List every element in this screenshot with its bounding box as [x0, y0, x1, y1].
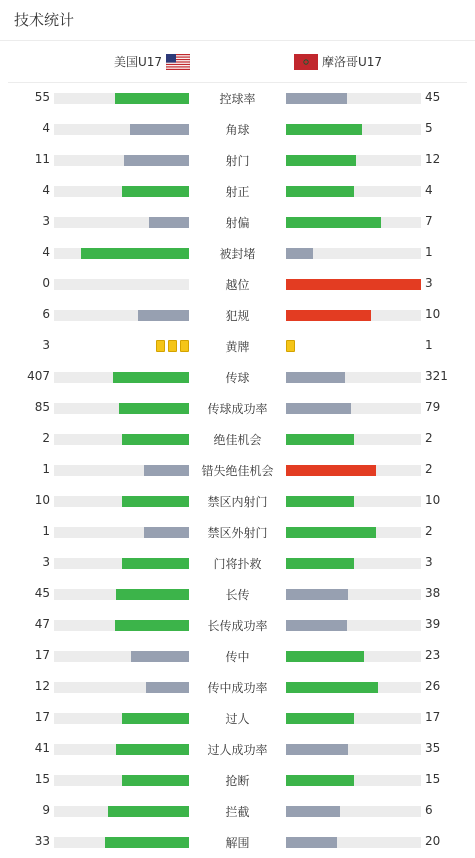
home-bar-track: [54, 279, 189, 290]
away-bar-track: [286, 775, 421, 786]
home-bar-track: [54, 155, 189, 166]
home-bar-track: [54, 651, 189, 662]
away-bar-track: [286, 744, 421, 755]
away-bar-track: [286, 651, 421, 662]
home-yellow-cards: [156, 340, 189, 352]
away-value: 6: [425, 803, 433, 817]
away-bar-track: [286, 713, 421, 724]
stat-label: 过人成功率: [207, 743, 268, 757]
stat-label: 黄牌: [225, 340, 250, 354]
home-value: 9: [42, 803, 50, 817]
away-bar-track: [286, 403, 421, 414]
away-value: 12: [425, 152, 441, 166]
stat-row: [0, 765, 475, 796]
stat-label: 控球率: [219, 92, 256, 106]
away-value: 38: [425, 586, 441, 600]
home-value: 55: [34, 90, 50, 104]
stat-label: 射正: [225, 185, 250, 199]
home-bar: [130, 124, 189, 135]
yellow-card-icon: [168, 340, 177, 352]
home-bar: [122, 496, 190, 507]
home-bar: [138, 310, 189, 321]
stat-label: 抢断: [225, 774, 250, 788]
home-bar-track: [54, 403, 189, 414]
home-bar-track: [54, 682, 189, 693]
stat-row: [0, 176, 475, 207]
home-value: 11: [34, 152, 50, 166]
teams-bar: [8, 41, 467, 83]
home-bar: [81, 248, 189, 259]
home-value: 4: [42, 121, 50, 135]
home-bar: [124, 155, 189, 166]
stat-label: 过人: [225, 712, 250, 726]
home-bar-track: [54, 372, 189, 383]
away-bar-track: [286, 248, 421, 259]
home-bar-track: [54, 620, 189, 631]
away-value: 20: [425, 834, 441, 848]
stat-row: [0, 796, 475, 827]
home-bar: [115, 620, 189, 631]
home-bar-track: [54, 248, 189, 259]
away-bar-track: [286, 620, 421, 631]
stat-row: [0, 207, 475, 238]
home-bar-track: [54, 434, 189, 445]
away-value: 26: [425, 679, 441, 693]
stat-row: [0, 548, 475, 579]
away-bar: [286, 744, 348, 755]
stat-row: [0, 641, 475, 672]
stat-label: 被封堵: [219, 247, 256, 261]
stat-row: [0, 331, 475, 362]
home-bar: [122, 713, 190, 724]
stat-row: [0, 579, 475, 610]
away-value: 5: [425, 121, 433, 135]
away-bar: [286, 682, 378, 693]
home-bar-track: [54, 310, 189, 321]
stat-label: 传中: [225, 650, 250, 664]
home-bar-track: [54, 775, 189, 786]
away-value: 79: [425, 400, 441, 414]
away-value: 3: [425, 276, 433, 290]
away-bar-track: [286, 558, 421, 569]
away-team-name: 摩洛哥U17: [322, 55, 383, 69]
home-value: 10: [34, 493, 50, 507]
away-bar: [286, 713, 354, 724]
home-bar: [105, 837, 189, 848]
home-bar-track: [54, 124, 189, 135]
home-value: 6: [42, 307, 50, 321]
stat-row: [0, 362, 475, 393]
home-bar-track: [54, 589, 189, 600]
home-value: 85: [34, 400, 50, 414]
stat-row: [0, 83, 475, 114]
stat-row: [0, 703, 475, 734]
away-bar: [286, 620, 347, 631]
stat-row: [0, 455, 475, 486]
away-bar: [286, 806, 340, 817]
page-title: 技术统计: [14, 11, 75, 29]
home-value: 47: [34, 617, 50, 631]
stat-row: [0, 114, 475, 145]
stat-label: 禁区外射门: [207, 526, 268, 540]
away-bar-track: [286, 527, 421, 538]
away-bar-track: [286, 93, 421, 104]
home-bar-track: [54, 465, 189, 476]
home-value: 1: [42, 524, 50, 538]
away-bar: [286, 248, 313, 259]
stat-label: 传球成功率: [207, 402, 268, 416]
home-value: 1: [42, 462, 50, 476]
home-bar: [122, 434, 190, 445]
home-bar: [116, 589, 189, 600]
away-bar-track: [286, 682, 421, 693]
stat-row: [0, 827, 475, 858]
home-bar: [115, 93, 189, 104]
away-bar-track: [286, 217, 421, 228]
away-value: 17: [425, 710, 441, 724]
home-team: [114, 53, 194, 70]
away-bar: [286, 465, 376, 476]
home-bar: [119, 403, 189, 414]
away-bar: [286, 651, 364, 662]
away-bar-track: [286, 806, 421, 817]
away-bar-track: [286, 434, 421, 445]
away-bar: [286, 589, 348, 600]
away-bar-track: [286, 186, 421, 197]
stat-label: 犯规: [225, 309, 250, 323]
home-value: 41: [34, 741, 50, 755]
away-bar: [286, 124, 362, 135]
away-value: 10: [425, 493, 441, 507]
stat-row: [0, 486, 475, 517]
away-value: 45: [425, 90, 441, 104]
home-value: 3: [42, 338, 50, 352]
away-bar: [286, 775, 354, 786]
home-bar: [116, 744, 189, 755]
home-value: 12: [34, 679, 50, 693]
home-value: 17: [34, 648, 50, 662]
home-bar-track: [54, 558, 189, 569]
stat-row: [0, 145, 475, 176]
home-bar-track: [54, 744, 189, 755]
home-value: 33: [34, 834, 50, 848]
home-bar: [108, 806, 189, 817]
away-bar: [286, 217, 381, 228]
away-value: 7: [425, 214, 433, 228]
stat-row: [0, 610, 475, 641]
yellow-card-icon: [180, 340, 189, 352]
away-value: 15: [425, 772, 441, 786]
away-value: 39: [425, 617, 441, 631]
away-bar-track: [286, 372, 421, 383]
away-value: 1: [425, 338, 433, 352]
away-bar-track: [286, 310, 421, 321]
home-value: 4: [42, 183, 50, 197]
stat-label: 长传成功率: [207, 619, 268, 633]
away-bar-track: [286, 279, 421, 290]
stat-label: 越位: [225, 278, 250, 292]
away-value: 2: [425, 462, 433, 476]
home-bar-track: [54, 496, 189, 507]
stat-label: 拦截: [225, 805, 250, 819]
stat-label: 射门: [225, 154, 250, 168]
home-bar: [122, 775, 190, 786]
away-bar-track: [286, 496, 421, 507]
morocco-flag-icon: [294, 54, 318, 70]
home-value: 3: [42, 214, 50, 228]
away-bar: [286, 434, 354, 445]
away-value: 321: [425, 369, 448, 383]
away-bar: [286, 837, 337, 848]
away-team: [290, 53, 382, 70]
home-value: 407: [27, 369, 50, 383]
stat-label: 门将扑救: [213, 557, 262, 571]
stat-row: [0, 238, 475, 269]
home-bar-track: [54, 837, 189, 848]
away-value: 4: [425, 183, 433, 197]
home-value: 2: [42, 431, 50, 445]
stat-row: [0, 734, 475, 765]
home-value: 0: [42, 276, 50, 290]
stat-label: 解围: [225, 836, 250, 850]
stat-label: 绝佳机会: [213, 433, 262, 447]
away-value: 3: [425, 555, 433, 569]
home-bar: [144, 465, 189, 476]
home-bar: [113, 372, 189, 383]
home-bar-track: [54, 806, 189, 817]
home-bar-track: [54, 186, 189, 197]
away-yellow-cards: [286, 340, 295, 352]
home-bar: [144, 527, 189, 538]
home-value: 15: [34, 772, 50, 786]
away-bar: [286, 496, 354, 507]
stat-label: 角球: [225, 123, 250, 137]
home-bar: [149, 217, 190, 228]
away-bar-track: [286, 837, 421, 848]
away-value: 23: [425, 648, 441, 662]
yellow-card-icon: [286, 340, 295, 352]
home-bar: [122, 186, 190, 197]
away-value: 2: [425, 431, 433, 445]
away-value: 35: [425, 741, 441, 755]
away-bar-track: [286, 124, 421, 135]
away-value: 2: [425, 524, 433, 538]
home-value: 45: [34, 586, 50, 600]
away-bar: [286, 155, 356, 166]
home-value: 3: [42, 555, 50, 569]
stat-row: [0, 300, 475, 331]
away-bar: [286, 310, 371, 321]
away-bar: [286, 372, 345, 383]
home-bar-track: [54, 217, 189, 228]
stat-row: [0, 517, 475, 548]
home-value: 4: [42, 245, 50, 259]
yellow-card-icon: [156, 340, 165, 352]
stats-header: [0, 0, 475, 41]
away-bar-track: [286, 589, 421, 600]
home-bar: [146, 682, 189, 693]
away-bar: [286, 558, 354, 569]
stat-label: 长传: [225, 588, 250, 602]
away-bar-track: [286, 155, 421, 166]
home-value: 17: [34, 710, 50, 724]
home-team-name: 美国U17: [114, 55, 163, 69]
away-bar: [286, 279, 421, 290]
away-bar-track: [286, 465, 421, 476]
home-bar-track: [54, 713, 189, 724]
stat-row: [0, 672, 475, 703]
stat-row: [0, 393, 475, 424]
away-bar: [286, 527, 376, 538]
stat-label: 传球: [225, 371, 250, 385]
stat-row: [0, 424, 475, 455]
home-bar-track: [54, 93, 189, 104]
away-value: 10: [425, 307, 441, 321]
home-bar-track: [54, 527, 189, 538]
stat-label: 射偏: [225, 216, 250, 230]
away-bar: [286, 186, 354, 197]
stat-label: 传中成功率: [207, 681, 268, 695]
stat-label: 错失绝佳机会: [201, 464, 274, 478]
away-bar: [286, 93, 347, 104]
home-bar: [122, 558, 190, 569]
usa-flag-icon: [166, 54, 190, 70]
stat-row: [0, 269, 475, 300]
away-value: 1: [425, 245, 433, 259]
away-bar: [286, 403, 351, 414]
stat-label: 禁区内射门: [207, 495, 268, 509]
home-bar: [131, 651, 189, 662]
